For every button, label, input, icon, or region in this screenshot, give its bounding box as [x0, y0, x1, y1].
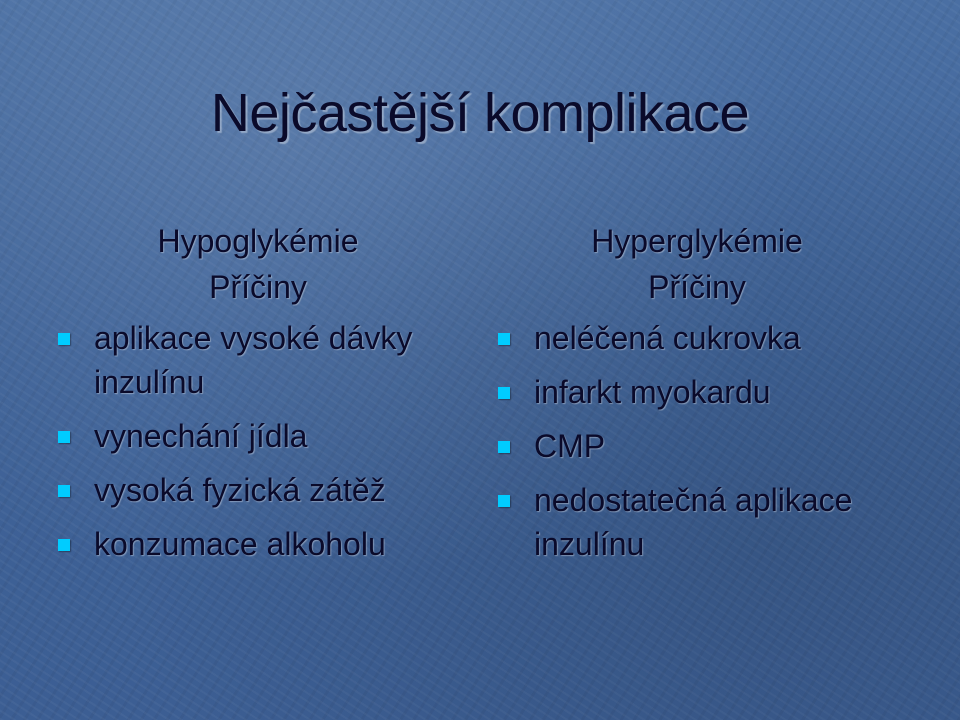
square-bullet-icon [58, 485, 70, 497]
list-item-text: infarkt myokardu [534, 374, 771, 410]
left-heading: Hypoglykémie [157, 223, 359, 259]
list-item [492, 316, 932, 360]
list-item-text: vynechání jídla [94, 418, 308, 454]
left-subheading: Příčiny [209, 269, 307, 305]
list-item [52, 414, 472, 458]
left-list [52, 316, 472, 566]
list-item [52, 316, 472, 404]
list-item-text: vysoká fyzická zátěž [94, 472, 386, 508]
square-bullet-icon [498, 387, 510, 399]
list-item-text: aplikace vysoké dávky inzulínu [94, 320, 413, 400]
right-subheading: Příčiny [648, 269, 746, 305]
right-column [492, 218, 932, 576]
list-item [52, 468, 472, 512]
square-bullet-icon [58, 431, 70, 443]
right-heading: Hyperglykémie [591, 223, 803, 259]
right-list [492, 316, 932, 566]
square-bullet-icon [58, 539, 70, 551]
square-bullet-icon [498, 495, 510, 507]
list-item-text: konzumace alkoholu [94, 526, 386, 562]
list-item-text: nedostatečná aplikace inzulínu [534, 482, 853, 562]
list-item [492, 478, 932, 566]
list-item-text: CMP [534, 428, 606, 464]
list-item-text: neléčená cukrovka [534, 320, 801, 356]
list-item [492, 424, 932, 468]
list-item [52, 522, 472, 566]
square-bullet-icon [58, 333, 70, 345]
list-item [492, 370, 932, 414]
square-bullet-icon [498, 333, 510, 345]
square-bullet-icon [498, 441, 510, 453]
slide-title: Nejčastější komplikace [210, 83, 750, 143]
left-column [52, 218, 472, 576]
